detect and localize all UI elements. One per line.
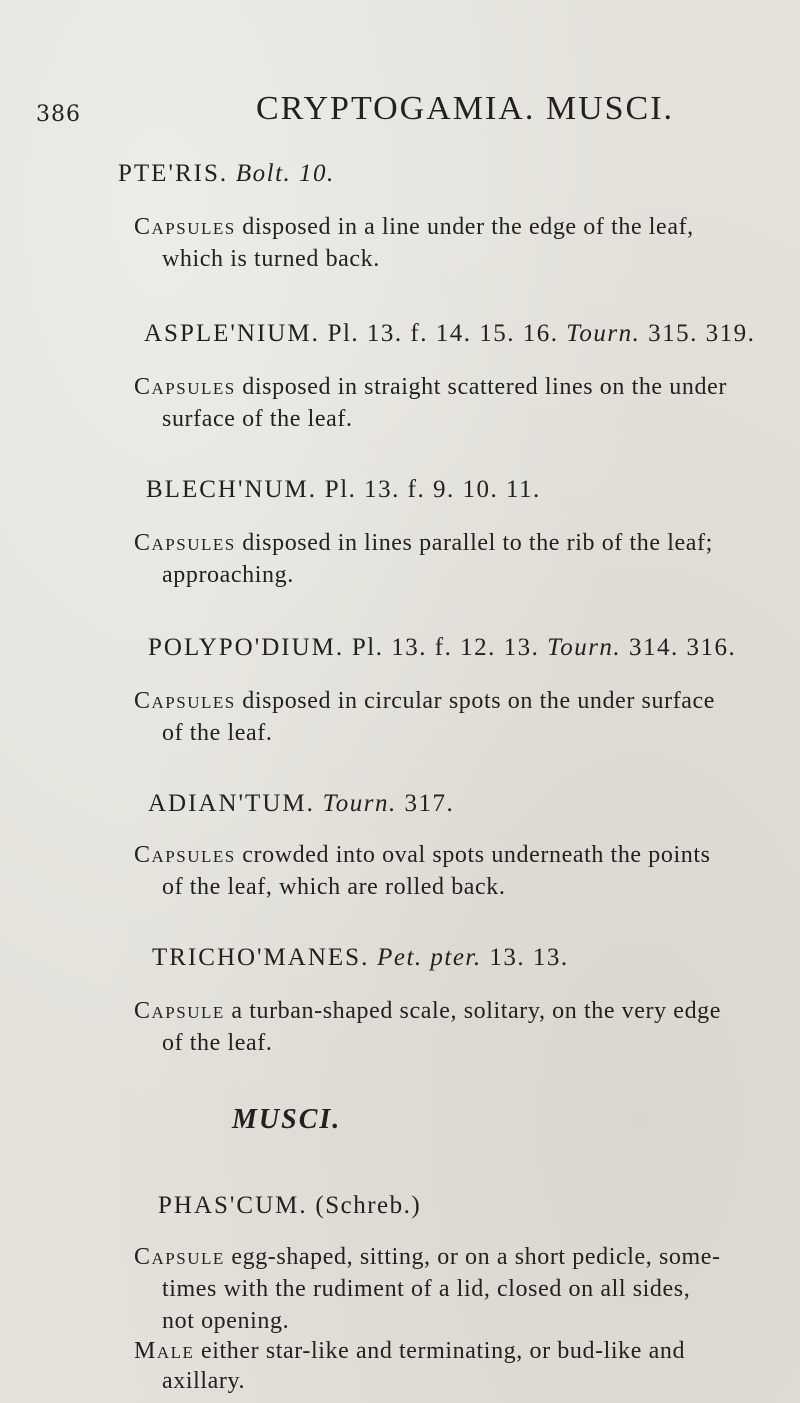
genus-heading	[148, 790, 454, 818]
running-title: CRYPTOGAMIA. MUSCI.	[256, 90, 675, 127]
description-line	[134, 1338, 685, 1365]
reference: 317.	[396, 790, 455, 817]
genus-name: POLYPO'DIUM.	[148, 634, 345, 661]
description-line	[134, 688, 715, 715]
running-head	[36, 88, 776, 132]
genus-heading	[148, 634, 736, 662]
reference	[315, 790, 323, 817]
lead-word: Capsules	[134, 530, 236, 556]
description-line: approaching.	[162, 562, 294, 588]
genus-name: PTE'RIS.	[118, 160, 229, 187]
reference-italic: Pet. pter.	[377, 944, 482, 971]
reference	[369, 944, 377, 971]
reference: Pl. 13. f. 14. 15. 16.	[319, 320, 567, 347]
genus-name: PHAS'CUM.	[158, 1192, 308, 1219]
description-line: which is turned back.	[162, 246, 380, 272]
lead-word: Capsules	[134, 688, 236, 714]
section-title: MUSCI.	[232, 1104, 342, 1135]
description-line	[134, 998, 721, 1025]
description-line: times with the rudiment of a lid, closed on all sides,	[162, 1276, 691, 1302]
line-text: either star-like and terminating, or bud-like and	[194, 1338, 686, 1364]
line-text: a turban-shaped scale, solitary, on the very edge	[224, 998, 722, 1024]
description-line: axillary.	[162, 1368, 246, 1394]
line-text: egg-shaped, sitting, or on a short pedicle, some-	[224, 1244, 721, 1270]
genus-name: TRICHO'MANES.	[152, 944, 370, 971]
description-line: of the leaf.	[162, 1030, 273, 1056]
genus-name: ADIAN'TUM.	[148, 790, 315, 817]
description-line: surface of the leaf.	[162, 406, 353, 432]
line-text: disposed in lines parallel to the rib of the leaf;	[235, 530, 713, 556]
reference: 13. 13.	[481, 944, 569, 971]
description-line	[134, 530, 713, 557]
reference-italic: Tourn.	[322, 790, 397, 817]
genus-heading	[152, 944, 569, 972]
genus-name: ASPLE'NIUM.	[144, 320, 320, 347]
description-line: of the leaf.	[162, 720, 273, 746]
lead-word: Capsules	[134, 842, 236, 868]
reference-italic: Tourn.	[547, 634, 622, 661]
line-text: disposed in straight scattered lines on the under	[235, 374, 727, 400]
description-line	[134, 842, 711, 869]
reference: 314. 316.	[621, 634, 737, 661]
description-line	[134, 214, 694, 241]
description-line	[134, 374, 727, 401]
genus-heading	[146, 476, 541, 504]
line-text: disposed in circular spots on the under surface	[235, 688, 716, 714]
description-line: not opening.	[162, 1308, 290, 1334]
reference-italic: Tourn.	[566, 320, 641, 347]
reference-italic: Bolt. 10.	[235, 160, 335, 187]
genus-heading	[118, 160, 335, 188]
lead-word: Capsules	[134, 374, 236, 400]
reference: (Schreb.)	[307, 1192, 422, 1219]
reference: 315. 319.	[640, 320, 756, 347]
reference: Pl. 13. f. 9. 10. 11.	[317, 476, 541, 503]
genus-name: BLECH'NUM.	[146, 476, 318, 503]
lead-word: Capsule	[134, 998, 225, 1024]
description-line: of the leaf, which are rolled back.	[162, 874, 506, 900]
lead-word: Male	[134, 1338, 195, 1364]
description-line	[134, 1244, 721, 1271]
line-text: crowded into oval spots underneath the points	[235, 842, 711, 868]
line-text: disposed in a line under the edge of the leaf,	[235, 214, 694, 240]
genus-heading	[158, 1192, 421, 1220]
lead-word: Capsules	[134, 214, 236, 240]
genus-heading	[144, 320, 755, 348]
page-number: 386	[36, 102, 81, 127]
reference: Pl. 13. f. 12. 13.	[344, 634, 548, 661]
lead-word: Capsule	[134, 1244, 225, 1270]
